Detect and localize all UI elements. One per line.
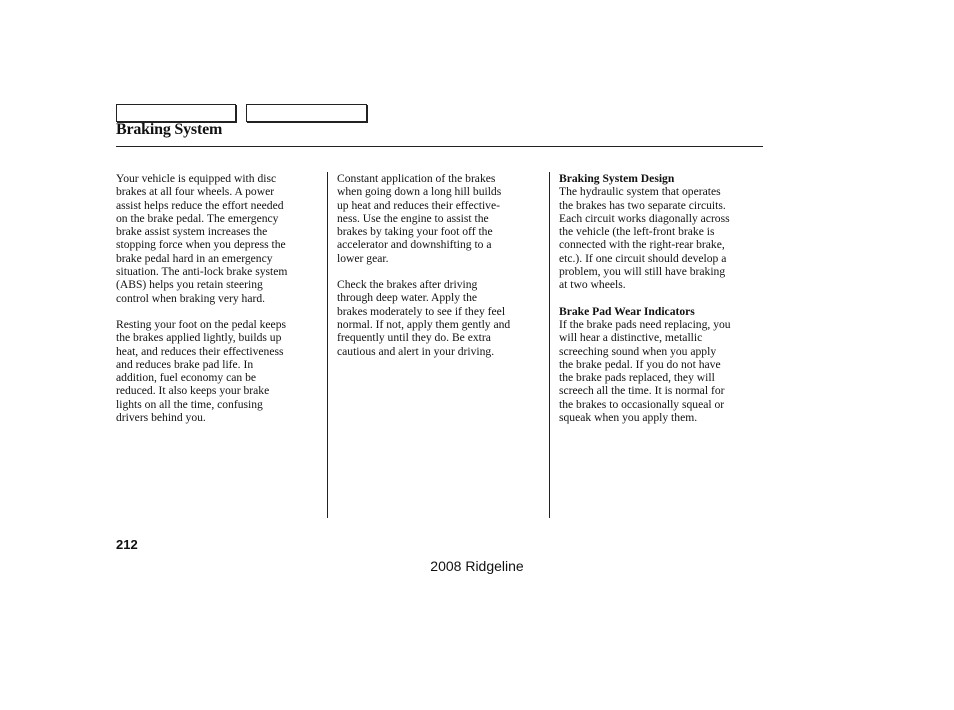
text-line: lights on all the time, confusing	[116, 397, 263, 411]
text-line: Check the brakes after driving	[337, 278, 478, 292]
column-divider	[549, 172, 550, 518]
section-title: Braking System	[116, 121, 223, 138]
text-line: brakes at all four wheels. A power	[116, 185, 275, 199]
text-line: normal. If not, apply them gently and	[337, 317, 511, 331]
text-line: problem, you will still have braking	[559, 265, 726, 279]
text-line: situation. The anti-lock brake system	[116, 265, 288, 279]
text-line: frequently until they do. Be extra	[337, 331, 491, 345]
text-line: connected with the right-rear brake,	[559, 238, 725, 252]
text-line: screech all the time. It is normal for	[559, 384, 725, 398]
text-line: control when braking very hard.	[116, 291, 266, 305]
paragraph	[337, 172, 543, 265]
text-line: brakes by taking your foot off the	[337, 225, 493, 239]
paragraph	[337, 278, 543, 358]
text-line: addition, fuel economy can be	[116, 371, 257, 385]
subsection-heading: Brake Pad Wear Indicators	[559, 304, 695, 318]
text-line: at two wheels.	[559, 278, 626, 292]
text-line: brake assist system increases the	[116, 225, 268, 239]
text-line: Resting your foot on the pedal keeps	[116, 317, 287, 331]
footer-vehicle-name: 2008 Ridgeline	[430, 558, 524, 574]
text-line: up heat and reduces their effective-	[337, 198, 500, 212]
column-divider	[327, 172, 328, 518]
text-line: screeching sound when you apply	[559, 344, 717, 358]
text-line: on the brake pedal. The emergency	[116, 211, 279, 225]
text-line: Your vehicle is equipped with disc	[116, 172, 277, 185]
text-line: will hear a distinctive, metallic	[559, 331, 703, 345]
text-line: ness. Use the engine to assist the	[337, 211, 489, 225]
text-line: through deep water. Apply the	[337, 291, 478, 305]
text-line: the brake pads replaced, they will	[559, 371, 715, 385]
text-line: etc.). If one circuit should develop a	[559, 251, 727, 265]
nav-tab-box-right	[246, 104, 367, 122]
text-line: drivers behind you.	[116, 411, 206, 425]
text-line: stopping force when you depress the	[116, 238, 286, 252]
paragraph	[116, 172, 322, 305]
title-rule	[116, 146, 763, 147]
text-line: Constant application of the brakes	[337, 172, 496, 185]
text-line: the brakes to occasionally squeal or	[559, 397, 725, 411]
paragraph	[559, 305, 765, 425]
text-line: and reduces brake pad life. In	[116, 357, 254, 371]
paragraph	[116, 318, 322, 424]
text-line: If the brake pads need replacing, you	[559, 317, 731, 331]
text-line: reduced. It also keeps your brake	[116, 384, 270, 398]
text-line: Each circuit works diagonally across	[559, 211, 730, 225]
paragraph	[559, 172, 765, 292]
text-column-2	[337, 172, 543, 371]
text-line: squeak when you apply them.	[559, 411, 698, 425]
text-line: the brake pedal. If you do not have	[559, 357, 721, 371]
subsection-heading: Braking System Design	[559, 172, 675, 185]
nav-tab-box-left	[116, 104, 236, 122]
text-line: lower gear.	[337, 251, 389, 265]
text-line: the vehicle (the left-front brake is	[559, 225, 715, 239]
text-line: brakes moderately to see if they feel	[337, 304, 506, 318]
text-line: assist helps reduce the effort needed	[116, 198, 284, 212]
page-number: 212	[116, 537, 138, 552]
text-line: the brakes has two separate circuits.	[559, 198, 726, 212]
text-line: the brakes applied lightly, builds up	[116, 331, 282, 345]
text-line: when going down a long hill builds	[337, 185, 502, 199]
text-column-1	[116, 172, 322, 437]
text-column-3	[559, 172, 765, 437]
text-line: cautious and alert in your driving.	[337, 344, 495, 358]
text-line: brake pedal hard in an emergency	[116, 251, 273, 265]
text-line: accelerator and downshifting to a	[337, 238, 492, 252]
text-line: (ABS) helps you retain steering	[116, 278, 263, 292]
text-line: heat, and reduces their effectiveness	[116, 344, 284, 358]
text-line: The hydraulic system that operates	[559, 185, 721, 199]
